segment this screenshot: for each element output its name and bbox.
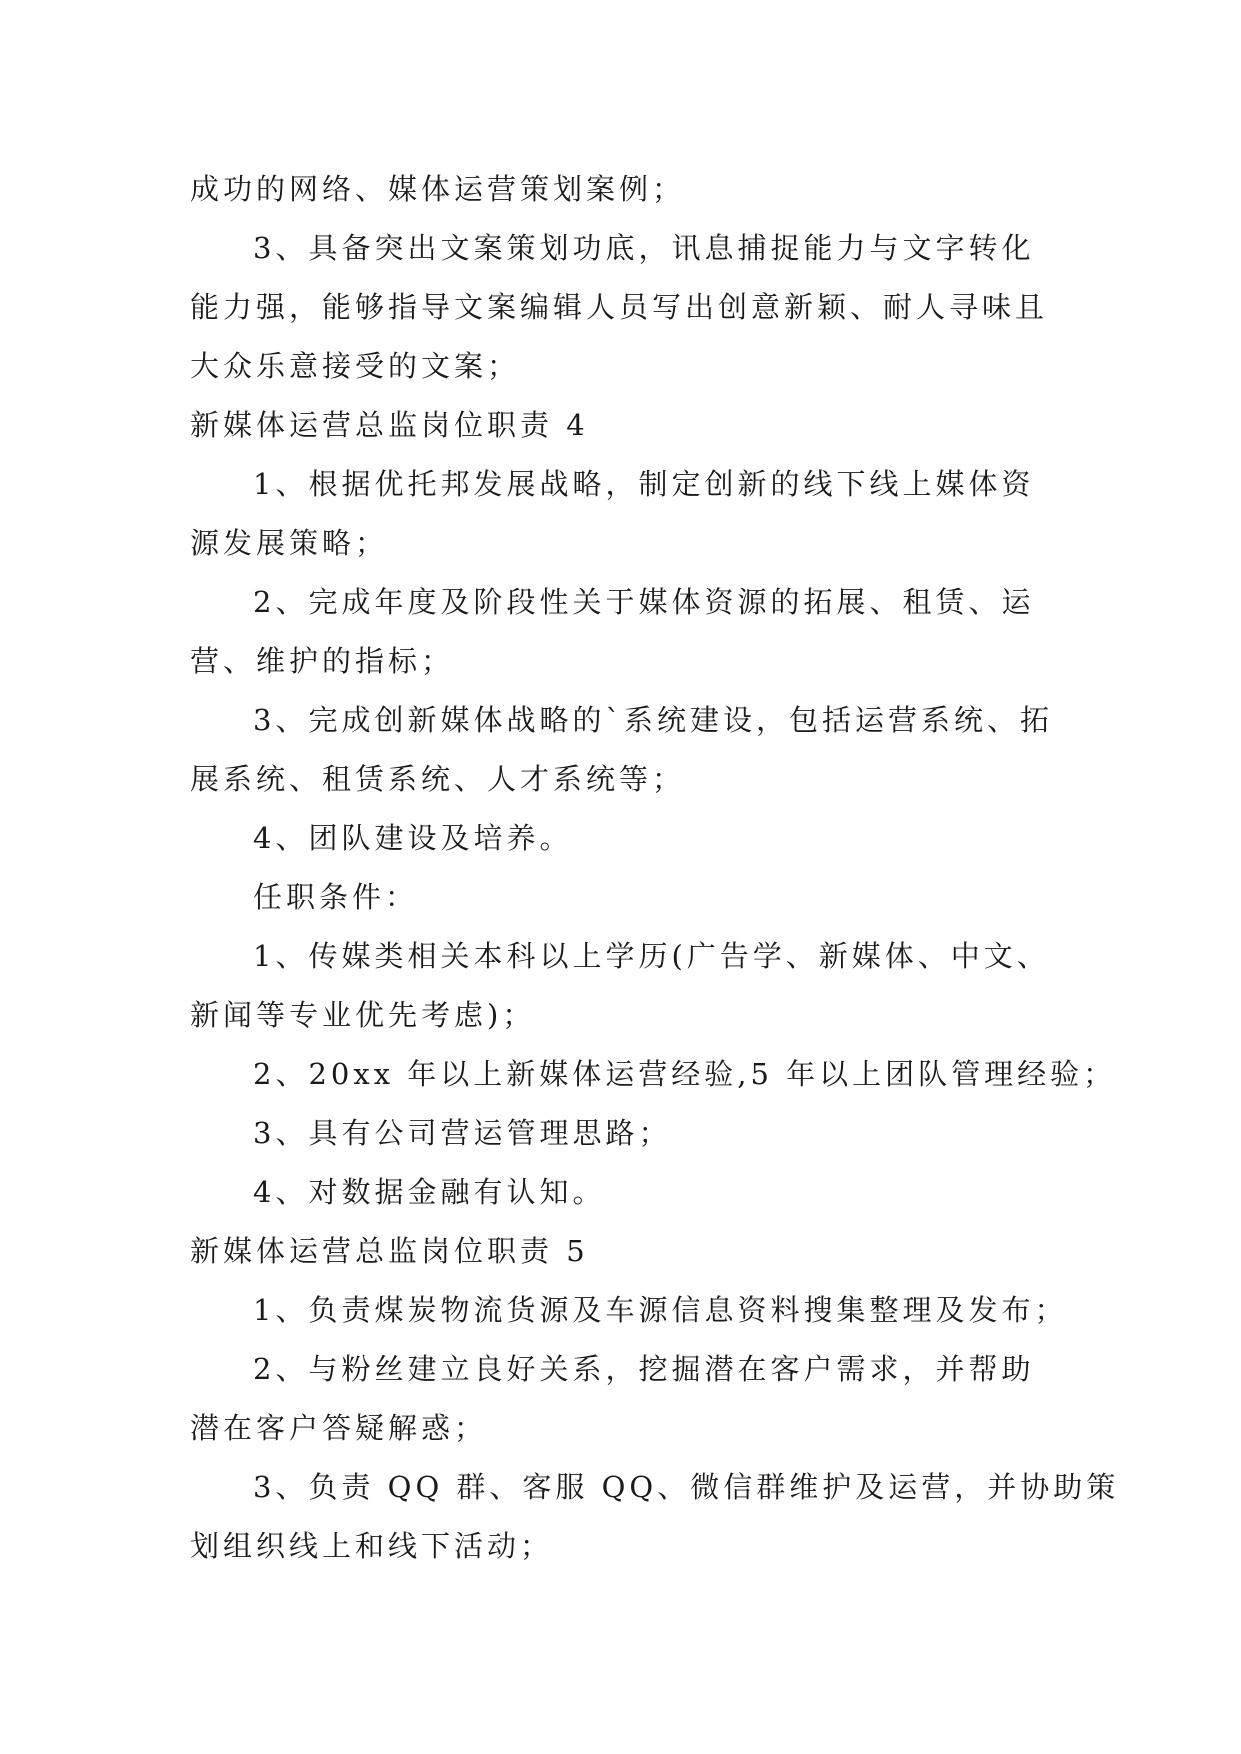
text-line: 潜在客户答疑解惑；	[190, 1411, 488, 1445]
text-line: 展系统、租赁系统、人才系统等；	[190, 762, 686, 796]
text-line: 成功的网络、媒体运营策划案例；	[190, 172, 686, 206]
text-line: 源发展策略；	[190, 526, 389, 560]
text-line: 4、对数据金融有认知。	[253, 1175, 606, 1209]
text-line: 1、根据优托邦发展战略，制定创新的线下线上媒体资	[253, 467, 1035, 501]
text-line: 能力强，能够指导文案编辑人员写出创意新颖、耐人寻味且	[190, 290, 1049, 324]
subheading-requirements: 任职条件：	[253, 880, 419, 914]
text-line: 大众乐意接受的文案；	[190, 349, 521, 383]
text-line: 4、团队建设及培养。	[253, 821, 573, 855]
text-line: 营、维护的指标；	[190, 644, 455, 678]
document-body	[190, 160, 1120, 1576]
text-line: 1、负责煤炭物流货源及车源信息资料搜集整理及发布；	[253, 1293, 1068, 1327]
text-line: 3、负责 QQ 群、客服 QQ、微信群维护及运营，并协助策	[253, 1470, 1120, 1504]
text-line: 3、具备突出文案策划功底，讯息捕捉能力与文字转化	[253, 231, 1035, 265]
text-line: 新闻等专业优先考虑)；	[190, 998, 536, 1032]
text-line: 2、完成年度及阶段性关于媒体资源的拓展、租赁、运	[253, 585, 1035, 619]
section-heading: 新媒体运营总监岗位职责 4	[190, 408, 589, 442]
text-line: 划组织线上和线下活动；	[190, 1529, 554, 1563]
text-line: 2、与粉丝建立良好关系，挖掘潜在客户需求，并帮助	[253, 1352, 1035, 1386]
section-heading: 新媒体运营总监岗位职责 5	[190, 1234, 589, 1268]
text-line: 3、完成创新媒体战略的`系统建设，包括运营系统、拓	[253, 703, 1053, 737]
text-line: 1、传媒类相关本科以上学历(广告学、新媒体、中文、	[253, 939, 1050, 973]
text-line: 2、20xx 年以上新媒体运营经验,5 年以上团队管理经验；	[253, 1057, 1117, 1091]
text-line: 3、具有公司营运管理思路；	[253, 1116, 672, 1150]
